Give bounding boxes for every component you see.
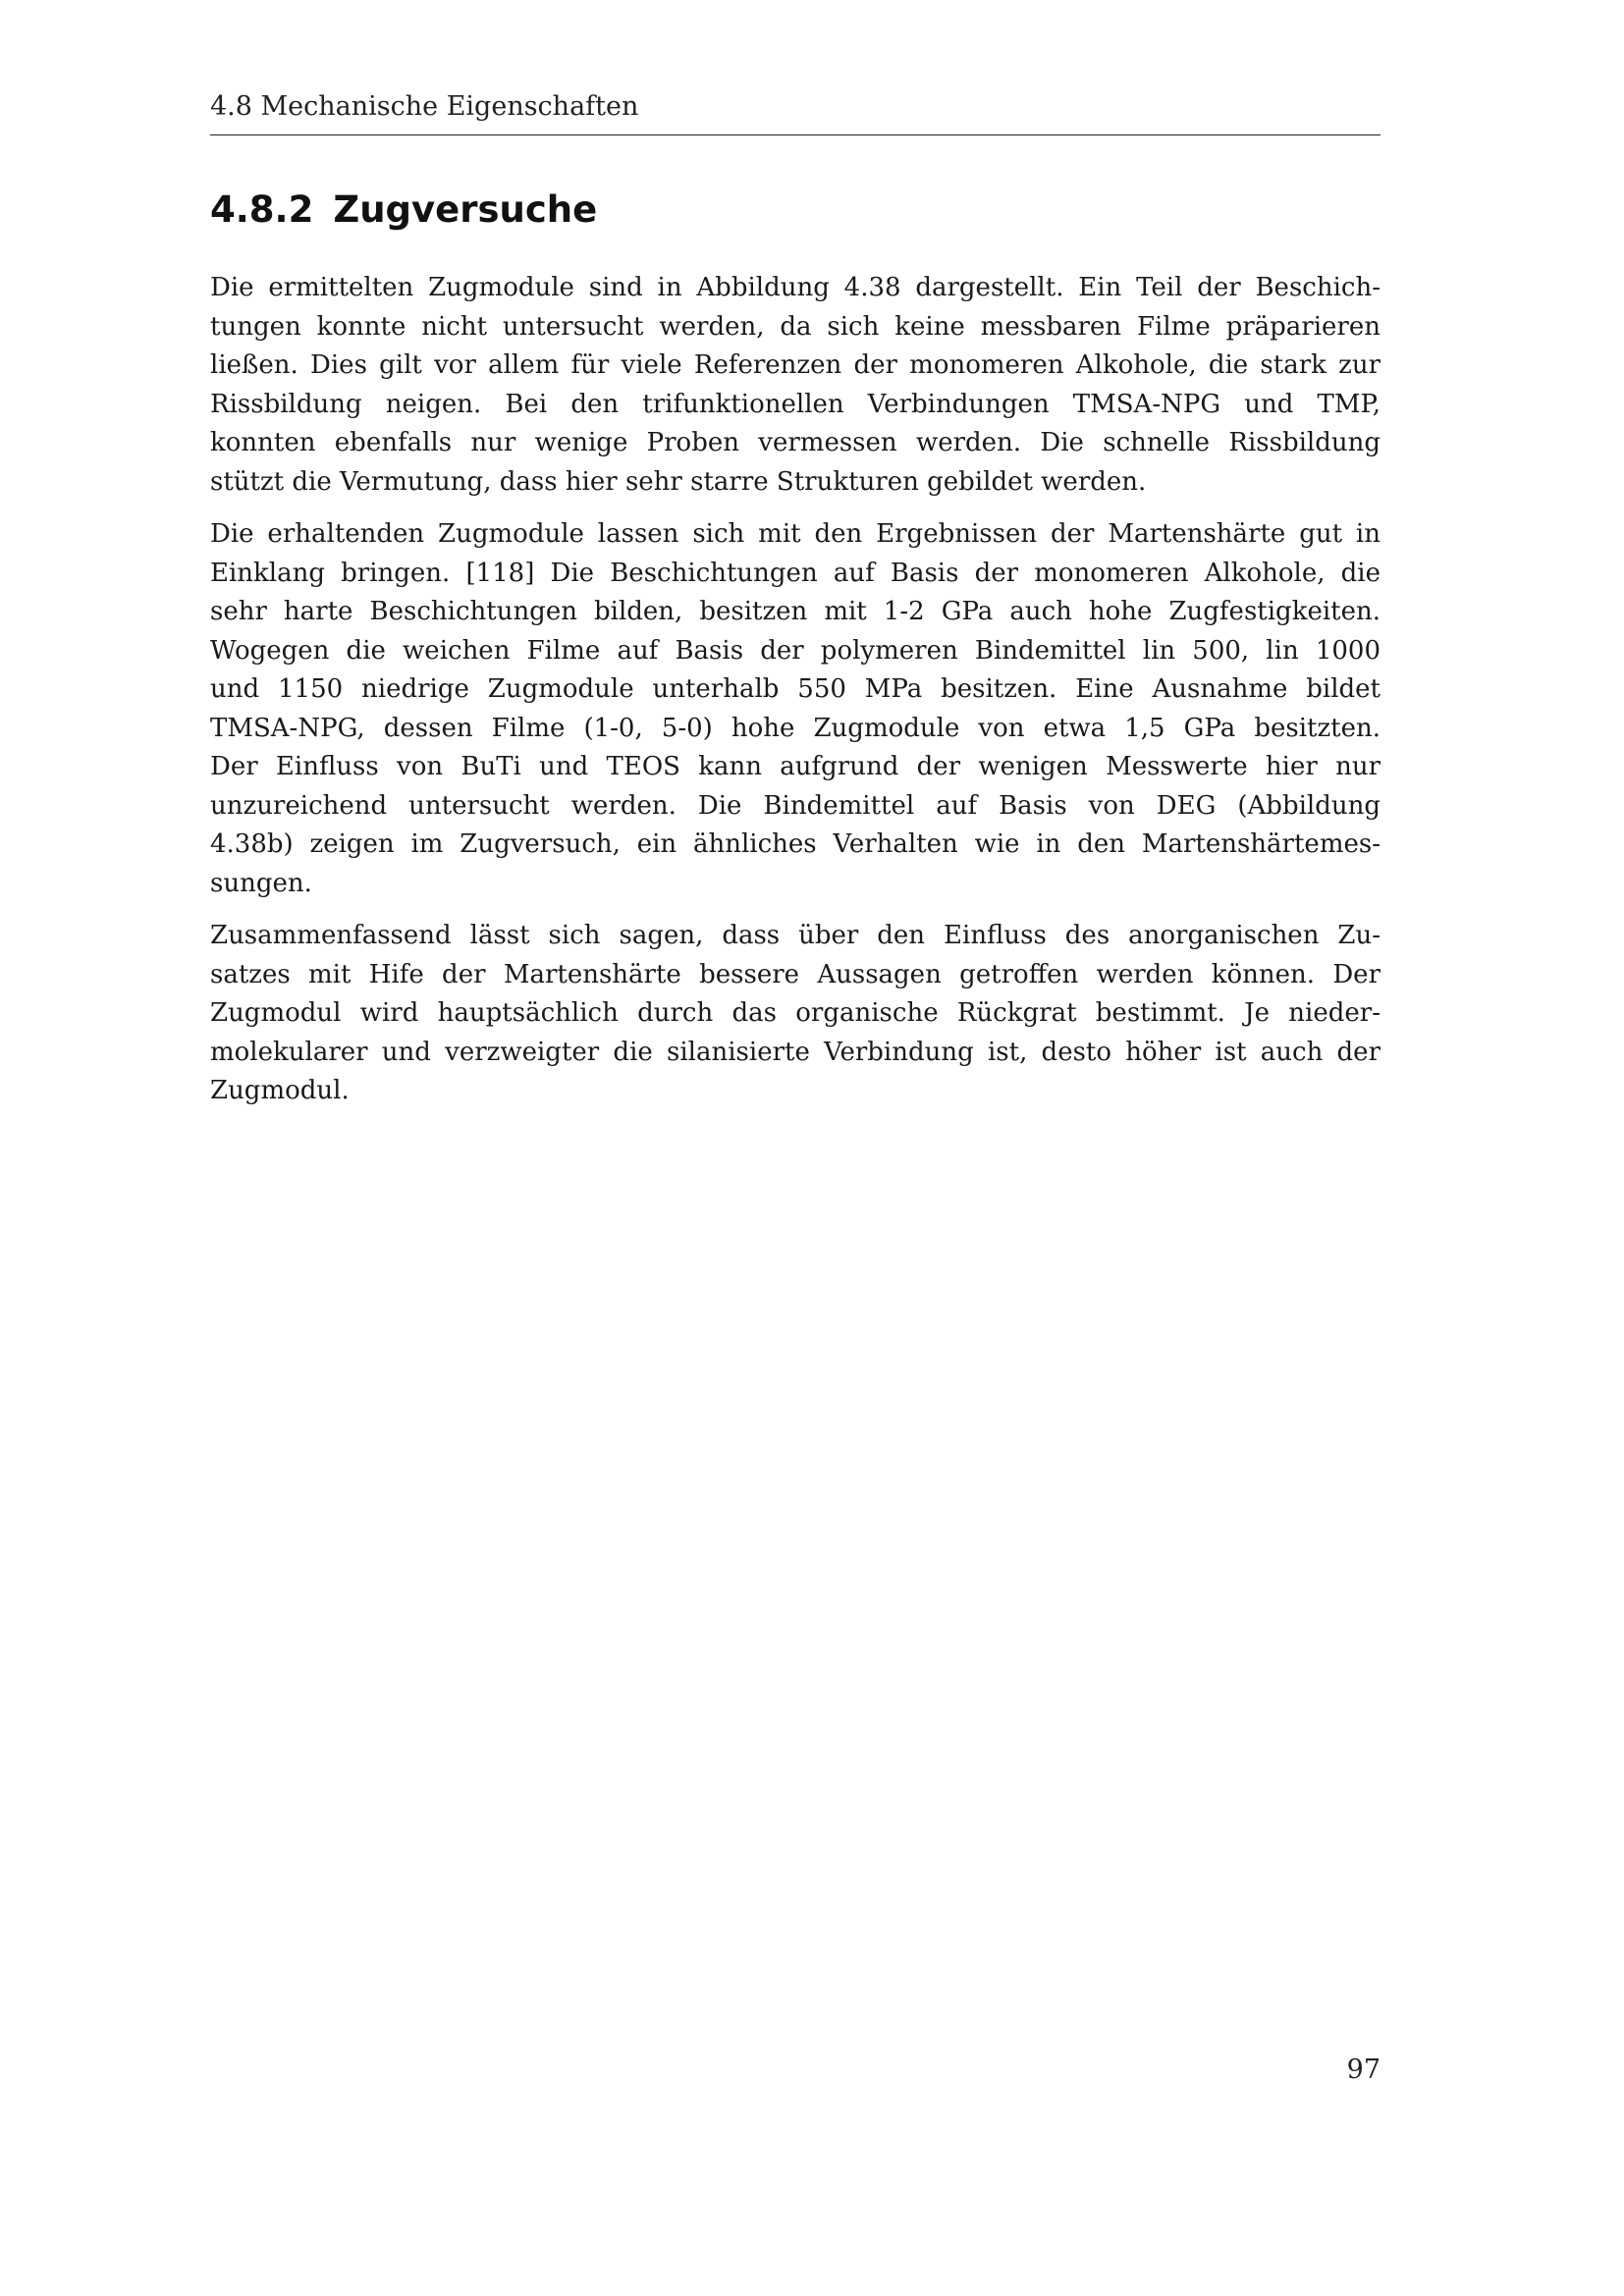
text-line: molekularer und verzweigter die silanisierte Verbindung ist, desto höher ist auch der: [210, 1037, 1380, 1067]
page-number: 97: [1346, 2055, 1380, 2085]
text-line: stützt die Vermutung, dass hier sehr starre Strukturen gebildet werden.: [210, 466, 1147, 497]
section-heading: [210, 187, 1380, 234]
running-header: [210, 90, 1380, 135]
paragraph-2: [210, 515, 1380, 903]
section-title: Zugversuche: [333, 188, 598, 231]
paragraph-3: [210, 917, 1380, 1111]
text-line: konnten ebenfalls nur wenige Proben vermessen werden. Die schnelle Rissbildung: [210, 428, 1380, 457]
text-line: sungen.: [210, 868, 312, 898]
text-line: Der Einfluss von BuTi und TEOS kann aufgrund der wenigen Messwerte hier nur: [210, 752, 1380, 781]
text-line: unzureichend untersucht werden. Die Bindemittel auf Basis von DEG (Abbildung: [210, 790, 1380, 821]
text-line: Wogegen die weichen Filme auf Basis der polymeren Bindemittel lin 500, lin 1000: [210, 635, 1380, 666]
body-text: [210, 269, 1380, 1125]
text-line: und 1150 niedrige Zugmodule unterhalb 550 MPa besitzen. Eine Ausnahme bildet: [210, 674, 1380, 704]
text-line: Einklang bringen. [118] Die Beschichtungen auf Basis der monomeren Alkohole, die: [210, 558, 1380, 588]
text-line: 4.38b) zeigen im Zugversuch, ein ähnliches Verhalten wie in den Martenshärtemes-: [210, 829, 1380, 859]
text-line: ließen. Dies gilt vor allem für viele Referenzen der monomeren Alkohole, die stark zur: [210, 350, 1380, 380]
running-header-title: 4.8 Mechanische Eigenschaften: [210, 91, 639, 122]
text-line: Zugmodul.: [210, 1076, 350, 1105]
text-line: Zugmodul wird hauptsächlich durch das organische Rückgrat bestimmt. Je nieder-: [210, 998, 1380, 1028]
text-line: Die erhaltenden Zugmodule lassen sich mit den Ergebnissen der Martenshärte gut in: [210, 519, 1380, 549]
paragraph-1: [210, 269, 1380, 502]
text-line: sehr harte Beschichtungen bilden, besitzen mit 1-2 GPa auch hohe Zugfestigkeiten.: [210, 597, 1380, 626]
section-number: 4.8.2: [210, 188, 314, 231]
text-line: satzes mit Hife der Martenshärte bessere Aussagen getroffen werden können. Der: [210, 959, 1380, 989]
text-line: TMSA-NPG, dessen Filme (1-0, 5-0) hohe Zugmodule von etwa 1,5 GPa besitzten.: [210, 713, 1380, 743]
text-line: tungen konnte nicht untersucht werden, da sich keine messbaren Filme präparieren: [210, 311, 1380, 342]
text-line: Die ermittelten Zugmodule sind in Abbildung 4.38 dargestellt. Ein Teil der Beschich-: [210, 273, 1380, 302]
text-line: Zusammenfassend lässt sich sagen, dass über den Einfluss des anorganischen Zu-: [210, 921, 1380, 950]
text-line: Rissbildung neigen. Bei den trifunktionellen Verbindungen TMSA-NPG und TMP,: [210, 389, 1380, 419]
